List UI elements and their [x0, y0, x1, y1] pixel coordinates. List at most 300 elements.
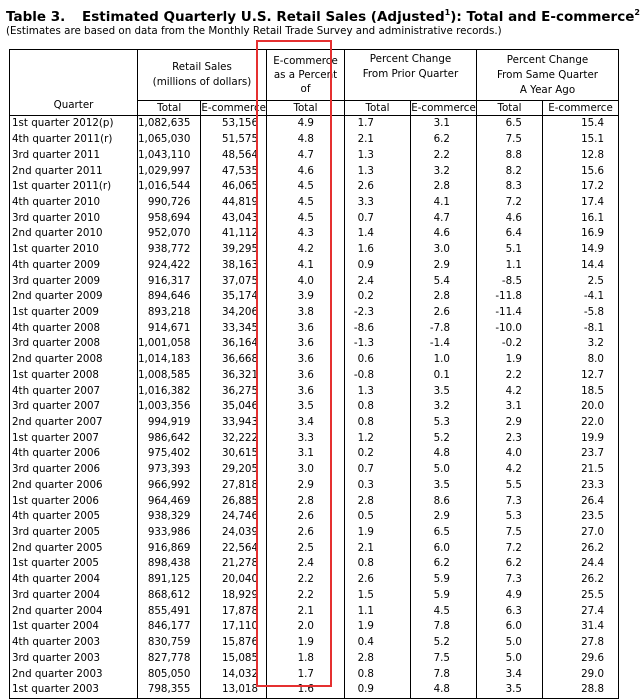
cell-ya-total: 5.1	[477, 242, 543, 258]
cell-pct: 2.2	[267, 588, 345, 604]
cell-pq-ecom: 2.6	[411, 305, 477, 321]
cell-pct: 4.5	[267, 179, 345, 195]
cell-pq-ecom: 5.4	[411, 273, 477, 289]
table-row	[10, 666, 619, 682]
cell-pq-total: -8.6	[345, 320, 411, 336]
cell-ya-total: 5.3	[477, 509, 543, 525]
cell-quarter: 3rd quarter 2008	[10, 336, 138, 352]
cell-pct: 4.3	[267, 226, 345, 242]
header-year-ago-line2: From Same Quarter	[496, 68, 599, 81]
cell-ecom: 51,575	[201, 132, 267, 148]
cell-ecom: 30,615	[201, 446, 267, 462]
cell-ecom: 36,321	[201, 368, 267, 384]
cell-total: 855,491	[138, 603, 201, 619]
cell-total: 1,003,356	[138, 399, 201, 415]
cell-ya-ecom: -8.1	[543, 320, 619, 336]
cell-ecom: 33,345	[201, 320, 267, 336]
cell-pq-ecom: 6.2	[411, 132, 477, 148]
cell-ya-ecom: -5.8	[543, 305, 619, 321]
cell-ecom: 29,205	[201, 462, 267, 478]
cell-ecom: 24,746	[201, 509, 267, 525]
cell-ya-total: -11.4	[477, 305, 543, 321]
cell-pct: 2.2	[267, 572, 345, 588]
cell-ya-ecom: 15.4	[543, 116, 619, 132]
table-row	[10, 242, 619, 258]
cell-pct: 2.5	[267, 540, 345, 556]
cell-pq-ecom: 4.6	[411, 226, 477, 242]
subheader-sales-ecommerce: E-commerce	[201, 102, 266, 114]
cell-ya-total: -10.0	[477, 320, 543, 336]
table-row	[10, 493, 619, 509]
cell-ecom: 24,039	[201, 525, 267, 541]
cell-total: 830,759	[138, 635, 201, 651]
cell-ya-total: 7.5	[477, 132, 543, 148]
cell-ya-ecom: 29.6	[543, 650, 619, 666]
cell-total: 868,612	[138, 588, 201, 604]
cell-ya-ecom: 19.9	[543, 430, 619, 446]
cell-quarter: 1st quarter 2011(r)	[10, 179, 138, 195]
header-retail-sales	[138, 50, 267, 101]
cell-pct: 3.6	[267, 383, 345, 399]
cell-total: 938,329	[138, 509, 201, 525]
cell-pct: 3.5	[267, 399, 345, 415]
cell-pq-ecom: 4.8	[411, 682, 477, 698]
cell-total: 1,043,110	[138, 147, 201, 163]
cell-total: 924,422	[138, 257, 201, 273]
cell-pq-ecom: 2.9	[411, 509, 477, 525]
cell-ya-total: 1.1	[477, 257, 543, 273]
cell-ya-ecom: 18.5	[543, 383, 619, 399]
cell-pq-ecom: 6.0	[411, 540, 477, 556]
cell-ecom: 47,535	[201, 163, 267, 179]
cell-pct: 3.6	[267, 368, 345, 384]
cell-quarter: 1st quarter 2012(p)	[10, 116, 138, 132]
cell-ecom: 34,206	[201, 305, 267, 321]
header-ecommerce-percent-line2: as a Percent	[273, 69, 338, 81]
cell-pct: 2.4	[267, 556, 345, 572]
cell-ecom: 44,819	[201, 195, 267, 211]
table-row	[10, 383, 619, 399]
cell-ecom: 17,878	[201, 603, 267, 619]
cell-pq-ecom: 5.2	[411, 430, 477, 446]
cell-pct: 3.6	[267, 352, 345, 368]
cell-total: 966,992	[138, 478, 201, 494]
cell-pq-ecom: 5.2	[411, 635, 477, 651]
cell-ya-ecom: 2.5	[543, 273, 619, 289]
cell-ya-ecom: 27.0	[543, 525, 619, 541]
cell-total: 1,001,058	[138, 336, 201, 352]
cell-pct: 3.6	[267, 320, 345, 336]
cell-pq-total: 0.2	[345, 446, 411, 462]
cell-ya-total: 7.3	[477, 572, 543, 588]
cell-ya-total: 7.3	[477, 493, 543, 509]
cell-total: 914,671	[138, 320, 201, 336]
cell-ecom: 35,046	[201, 399, 267, 415]
subheader-percent-total: Total	[267, 101, 345, 116]
table-title	[6, 8, 640, 25]
cell-ecom: 26,885	[201, 493, 267, 509]
cell-pct: 4.9	[267, 116, 345, 132]
cell-total: 1,029,997	[138, 163, 201, 179]
cell-ya-ecom: 3.2	[543, 336, 619, 352]
cell-pq-total: 1.3	[345, 383, 411, 399]
cell-pq-total: 1.9	[345, 619, 411, 635]
cell-pq-ecom: 1.0	[411, 352, 477, 368]
cell-ecom: 33,943	[201, 415, 267, 431]
cell-total: 1,016,544	[138, 179, 201, 195]
cell-ya-total: 1.9	[477, 352, 543, 368]
cell-pq-total: 0.8	[345, 666, 411, 682]
cell-pq-total: 1.3	[345, 147, 411, 163]
cell-ecom: 36,275	[201, 383, 267, 399]
cell-quarter: 2nd quarter 2006	[10, 478, 138, 494]
cell-ya-total: 5.5	[477, 478, 543, 494]
cell-ya-ecom: 8.0	[543, 352, 619, 368]
cell-ya-total: 7.2	[477, 540, 543, 556]
header-year-ago-line1: Percent Change	[506, 53, 589, 66]
cell-total: 958,694	[138, 210, 201, 226]
cell-ya-ecom: 22.0	[543, 415, 619, 431]
cell-quarter: 1st quarter 2003	[10, 682, 138, 698]
cell-pq-ecom: 6.5	[411, 525, 477, 541]
cell-pq-ecom: 3.2	[411, 399, 477, 415]
cell-pq-total: 0.6	[345, 352, 411, 368]
header-retail-sales-line1: Retail Sales	[172, 61, 232, 73]
cell-pq-total: 0.3	[345, 478, 411, 494]
table-row	[10, 635, 619, 651]
cell-ecom: 18,929	[201, 588, 267, 604]
header-prior-quarter-line1: Percent Change	[369, 53, 452, 65]
cell-ecom: 22,564	[201, 540, 267, 556]
table-row	[10, 273, 619, 289]
table-row	[10, 588, 619, 604]
cell-pq-ecom: 6.2	[411, 556, 477, 572]
subheader-sales-total: Total	[138, 101, 201, 116]
cell-pq-total: 1.7	[345, 116, 411, 132]
cell-quarter: 4th quarter 2010	[10, 195, 138, 211]
cell-pct: 2.8	[267, 493, 345, 509]
cell-ya-ecom: 26.2	[543, 572, 619, 588]
cell-pq-ecom: -1.4	[411, 336, 477, 352]
cell-pq-total: 1.2	[345, 430, 411, 446]
cell-total: 994,919	[138, 415, 201, 431]
cell-ya-total: 7.5	[477, 525, 543, 541]
cell-pq-total: 0.7	[345, 462, 411, 478]
cell-ecom: 39,295	[201, 242, 267, 258]
cell-ya-ecom: 31.4	[543, 619, 619, 635]
cell-ecom: 43,043	[201, 210, 267, 226]
cell-pq-total: 1.3	[345, 163, 411, 179]
header-prior-quarter-line2: From Prior Quarter	[362, 68, 459, 80]
cell-ya-total: 6.4	[477, 226, 543, 242]
cell-pct: 1.9	[267, 635, 345, 651]
cell-quarter: 1st quarter 2004	[10, 619, 138, 635]
title-text-2: ): Total and E-commerce	[450, 9, 635, 25]
cell-pq-ecom: 2.8	[411, 289, 477, 305]
cell-pq-ecom: 3.5	[411, 383, 477, 399]
cell-pct: 4.2	[267, 242, 345, 258]
cell-quarter: 2nd quarter 2003	[10, 666, 138, 682]
cell-ya-ecom: 23.5	[543, 509, 619, 525]
table-row	[10, 116, 619, 132]
cell-pct: 2.1	[267, 603, 345, 619]
header-retail-sales-line2: (millions of dollars)	[152, 76, 252, 88]
table-row	[10, 603, 619, 619]
cell-ya-total: 3.5	[477, 682, 543, 698]
cell-quarter: 3rd quarter 2011	[10, 147, 138, 163]
table-row	[10, 509, 619, 525]
table-row	[10, 368, 619, 384]
cell-pq-ecom: 5.3	[411, 415, 477, 431]
cell-ecom: 32,222	[201, 430, 267, 446]
cell-total: 938,772	[138, 242, 201, 258]
cell-ya-total: 2.9	[477, 415, 543, 431]
cell-pct: 4.7	[267, 147, 345, 163]
cell-total: 990,726	[138, 195, 201, 211]
cell-ya-ecom: 17.4	[543, 195, 619, 211]
cell-pct: 3.1	[267, 446, 345, 462]
cell-ecom: 15,085	[201, 650, 267, 666]
cell-ecom: 15,876	[201, 635, 267, 651]
cell-total: 798,355	[138, 682, 201, 698]
cell-pq-total: 2.8	[345, 650, 411, 666]
cell-quarter: 3rd quarter 2004	[10, 588, 138, 604]
cell-pq-ecom: 4.5	[411, 603, 477, 619]
cell-total: 916,317	[138, 273, 201, 289]
cell-ecom: 35,174	[201, 289, 267, 305]
header-year-ago	[477, 50, 619, 101]
header-ecommerce-percent-line3: of	[300, 83, 311, 95]
table-row	[10, 257, 619, 273]
footnote-2-marker[interactable]: 2	[634, 8, 640, 17]
cell-ya-ecom: 16.9	[543, 226, 619, 242]
cell-ya-total: 4.2	[477, 462, 543, 478]
cell-ecom: 48,564	[201, 147, 267, 163]
table-row	[10, 147, 619, 163]
cell-ya-total: 3.1	[477, 399, 543, 415]
cell-total: 846,177	[138, 619, 201, 635]
cell-pq-total: 2.6	[345, 572, 411, 588]
cell-pq-total: 1.4	[345, 226, 411, 242]
cell-pq-total: -2.3	[345, 305, 411, 321]
cell-ecom: 20,040	[201, 572, 267, 588]
cell-pq-total: 2.8	[345, 493, 411, 509]
table-row	[10, 399, 619, 415]
cell-ya-total: 6.5	[477, 116, 543, 132]
cell-total: 973,393	[138, 462, 201, 478]
cell-total: 952,070	[138, 226, 201, 242]
cell-total: 898,438	[138, 556, 201, 572]
cell-pct: 1.7	[267, 666, 345, 682]
cell-pq-ecom: 4.8	[411, 446, 477, 462]
cell-total: 933,986	[138, 525, 201, 541]
table-row	[10, 430, 619, 446]
cell-ya-total: 2.3	[477, 430, 543, 446]
cell-ya-ecom: -4.1	[543, 289, 619, 305]
cell-total: 1,014,183	[138, 352, 201, 368]
cell-pq-ecom: 0.1	[411, 368, 477, 384]
cell-ya-total: 6.2	[477, 556, 543, 572]
cell-pct: 2.6	[267, 525, 345, 541]
cell-quarter: 4th quarter 2007	[10, 383, 138, 399]
cell-quarter: 1st quarter 2010	[10, 242, 138, 258]
cell-pq-total: 0.8	[345, 415, 411, 431]
cell-total: 827,778	[138, 650, 201, 666]
cell-pq-ecom: 5.9	[411, 572, 477, 588]
cell-quarter: 1st quarter 2006	[10, 493, 138, 509]
cell-pct: 3.9	[267, 289, 345, 305]
cell-ecom: 53,156	[201, 116, 267, 132]
cell-pct: 3.3	[267, 430, 345, 446]
cell-ya-ecom: 14.9	[543, 242, 619, 258]
table-row	[10, 462, 619, 478]
cell-pq-ecom: 3.5	[411, 478, 477, 494]
cell-pq-ecom: 2.8	[411, 179, 477, 195]
cell-quarter: 1st quarter 2007	[10, 430, 138, 446]
cell-pq-total: 0.8	[345, 399, 411, 415]
subheader-prior-total: Total	[345, 101, 411, 116]
cell-pq-ecom: 5.0	[411, 462, 477, 478]
cell-pct: 2.0	[267, 619, 345, 635]
cell-ya-total: 5.0	[477, 650, 543, 666]
header-ecommerce-percent	[267, 50, 345, 101]
table-row	[10, 415, 619, 431]
cell-ya-total: 4.6	[477, 210, 543, 226]
header-quarter-label: Quarter	[53, 99, 94, 111]
cell-pq-ecom: 3.0	[411, 242, 477, 258]
cell-ya-total: 7.2	[477, 195, 543, 211]
cell-quarter: 3rd quarter 2009	[10, 273, 138, 289]
cell-quarter: 4th quarter 2003	[10, 635, 138, 651]
cell-pct: 3.8	[267, 305, 345, 321]
cell-total: 986,642	[138, 430, 201, 446]
table-row	[10, 572, 619, 588]
cell-ya-total: 5.0	[477, 635, 543, 651]
cell-ya-total: 4.0	[477, 446, 543, 462]
cell-quarter: 1st quarter 2008	[10, 368, 138, 384]
cell-pct: 3.4	[267, 415, 345, 431]
subheader-yearago-ecommerce: E-commerce	[543, 101, 619, 116]
table-row	[10, 132, 619, 148]
cell-ya-ecom: 29.0	[543, 666, 619, 682]
cell-ya-ecom: 27.4	[543, 603, 619, 619]
cell-pq-total: 1.6	[345, 242, 411, 258]
cell-quarter: 4th quarter 2006	[10, 446, 138, 462]
cell-pct: 1.8	[267, 650, 345, 666]
cell-pq-total: 0.7	[345, 210, 411, 226]
cell-total: 1,016,382	[138, 383, 201, 399]
cell-total: 893,218	[138, 305, 201, 321]
cell-quarter: 1st quarter 2005	[10, 556, 138, 572]
cell-quarter: 2nd quarter 2007	[10, 415, 138, 431]
cell-ya-ecom: 24.4	[543, 556, 619, 572]
cell-quarter: 3rd quarter 2003	[10, 650, 138, 666]
cell-quarter: 4th quarter 2011(r)	[10, 132, 138, 148]
cell-pq-total: 2.6	[345, 179, 411, 195]
cell-ya-ecom: 20.0	[543, 399, 619, 415]
cell-pq-total: 3.3	[345, 195, 411, 211]
cell-pq-ecom: -7.8	[411, 320, 477, 336]
cell-ecom: 17,110	[201, 619, 267, 635]
cell-pct: 4.5	[267, 195, 345, 211]
table-row	[10, 226, 619, 242]
cell-pct: 4.0	[267, 273, 345, 289]
cell-pct: 4.5	[267, 210, 345, 226]
table-body	[10, 116, 619, 699]
table-subtitle: (Estimates are based on data from the Monthly Retail Trade Survey and administrative records.)	[6, 25, 502, 37]
table-row	[10, 525, 619, 541]
header-year-ago-line3: A Year Ago	[519, 83, 576, 96]
cell-pct: 2.6	[267, 509, 345, 525]
cell-pq-ecom: 3.2	[411, 163, 477, 179]
table-row	[10, 540, 619, 556]
cell-pq-ecom: 7.8	[411, 619, 477, 635]
cell-pq-ecom: 7.8	[411, 666, 477, 682]
cell-quarter: 3rd quarter 2006	[10, 462, 138, 478]
cell-ya-ecom: 15.1	[543, 132, 619, 148]
cell-quarter: 4th quarter 2005	[10, 509, 138, 525]
cell-quarter: 2nd quarter 2005	[10, 540, 138, 556]
table-row	[10, 210, 619, 226]
table-row	[10, 556, 619, 572]
title-text: Estimated Quarterly U.S. Retail Sales (Adjusted	[82, 9, 445, 25]
cell-ya-ecom: 23.7	[543, 446, 619, 462]
cell-pq-total: 0.9	[345, 682, 411, 698]
header-ecommerce-percent-line1: E-commerce	[273, 55, 338, 67]
cell-pq-total: 1.1	[345, 603, 411, 619]
cell-quarter: 4th quarter 2009	[10, 257, 138, 273]
cell-pq-total: 1.9	[345, 525, 411, 541]
cell-ya-ecom: 12.7	[543, 368, 619, 384]
cell-ecom: 37,075	[201, 273, 267, 289]
table-row	[10, 305, 619, 321]
cell-ya-ecom: 15.6	[543, 163, 619, 179]
cell-ecom: 36,668	[201, 352, 267, 368]
cell-pq-total: 0.9	[345, 257, 411, 273]
table-row	[10, 336, 619, 352]
cell-ecom: 13,018	[201, 682, 267, 698]
cell-ecom: 46,065	[201, 179, 267, 195]
cell-ya-total: 8.2	[477, 163, 543, 179]
cell-ya-ecom: 21.5	[543, 462, 619, 478]
cell-quarter: 4th quarter 2004	[10, 572, 138, 588]
header-quarter	[10, 50, 138, 116]
cell-total: 805,050	[138, 666, 201, 682]
cell-pct: 4.6	[267, 163, 345, 179]
cell-ya-ecom: 28.8	[543, 682, 619, 698]
cell-total: 964,469	[138, 493, 201, 509]
cell-pct: 4.8	[267, 132, 345, 148]
table-row	[10, 289, 619, 305]
table-row	[10, 478, 619, 494]
cell-pq-total: 0.8	[345, 556, 411, 572]
cell-quarter: 3rd quarter 2005	[10, 525, 138, 541]
cell-pq-total: 1.5	[345, 588, 411, 604]
cell-ya-ecom: 26.2	[543, 540, 619, 556]
subheader-yearago-total: Total	[477, 101, 543, 116]
cell-pq-total: -0.8	[345, 368, 411, 384]
cell-ya-total: 2.2	[477, 368, 543, 384]
cell-total: 894,646	[138, 289, 201, 305]
cell-quarter: 2nd quarter 2004	[10, 603, 138, 619]
cell-total: 1,065,030	[138, 132, 201, 148]
cell-ya-total: -8.5	[477, 273, 543, 289]
table-row	[10, 650, 619, 666]
cell-quarter: 3rd quarter 2010	[10, 210, 138, 226]
footnote-1-marker[interactable]: 1	[444, 8, 451, 17]
cell-ecom: 41,112	[201, 226, 267, 242]
cell-ya-ecom: 27.8	[543, 635, 619, 651]
